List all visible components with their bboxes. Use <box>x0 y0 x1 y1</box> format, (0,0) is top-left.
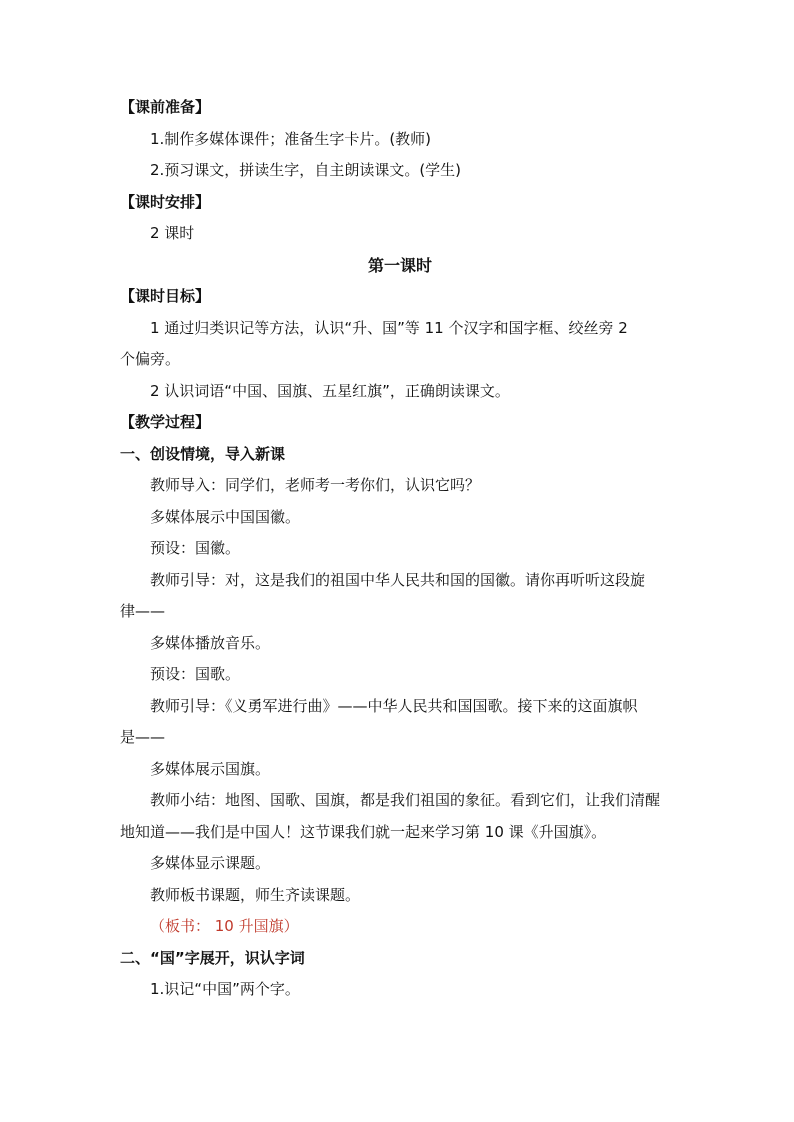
document-body <box>120 92 680 1006</box>
board-note: （板书： 10 升国旗） <box>150 917 299 935</box>
paragraph-continuation: 律—— <box>120 602 166 620</box>
goals-heading: 【课时目标】 <box>120 287 211 305</box>
paragraph: 多媒体展示国旗。 <box>150 759 271 778</box>
paragraph-continuation: 地知道——我们是中国人！这节课我们就一起来学习第 10 课《升国旗》。 <box>120 822 607 841</box>
paragraph: 预设：国徽。 <box>150 539 241 557</box>
prep-item-2: 2.预习课文，拼读生字，自主朗读课文。(学生) <box>150 161 462 179</box>
lesson-title: 第一课时 <box>367 255 432 275</box>
paragraph: 多媒体播放音乐。 <box>150 633 271 652</box>
prep-item-1: 1.制作多媒体课件；准备生字卡片。(教师) <box>150 129 432 148</box>
goal-2: 2 认识词语“中国、国旗、五星红旗”，正确朗读课文。 <box>150 381 510 400</box>
paragraph: 多媒体展示中国国徽。 <box>150 507 301 526</box>
schedule-value: 2 课时 <box>150 224 195 242</box>
paragraph: 教师板书课题，师生齐读课题。 <box>150 885 361 904</box>
paragraph: 教师小结：地图、国歌、国旗，都是我们祖国的象征。看到它们，让我们清醒 <box>150 791 661 809</box>
prep-heading: 【课前准备】 <box>120 98 211 116</box>
process-heading: 【教学过程】 <box>120 413 211 431</box>
part-1-heading: 一、创设情境，导入新课 <box>120 444 286 463</box>
goal-1-line-1: 1 通过归类识记等方法，认识“升、国”等 11 个汉字和国字框、绞丝旁 2 <box>150 318 628 337</box>
paragraph-continuation: 是—— <box>120 728 166 746</box>
paragraph: 预设：国歌。 <box>150 665 241 683</box>
paragraph: 多媒体显示课题。 <box>150 854 271 872</box>
goal-1-line-2: 个偏旁。 <box>120 350 181 368</box>
part-2-heading: 二、“国”字展开，识认字词 <box>120 948 305 967</box>
schedule-heading: 【课时安排】 <box>120 192 211 211</box>
part-2-item-1: 1.识记“中国”两个字。 <box>150 980 300 998</box>
paragraph: 教师引导：《义勇军进行曲》——中华人民共和国国歌。接下来的这面旗帜 <box>150 696 638 715</box>
paragraph: 教师导入：同学们，老师考一考你们，认识它吗？ <box>150 476 481 494</box>
paragraph: 教师引导：对，这是我们的祖国中华人民共和国的国徽。请你再听听这段旋 <box>150 570 646 589</box>
